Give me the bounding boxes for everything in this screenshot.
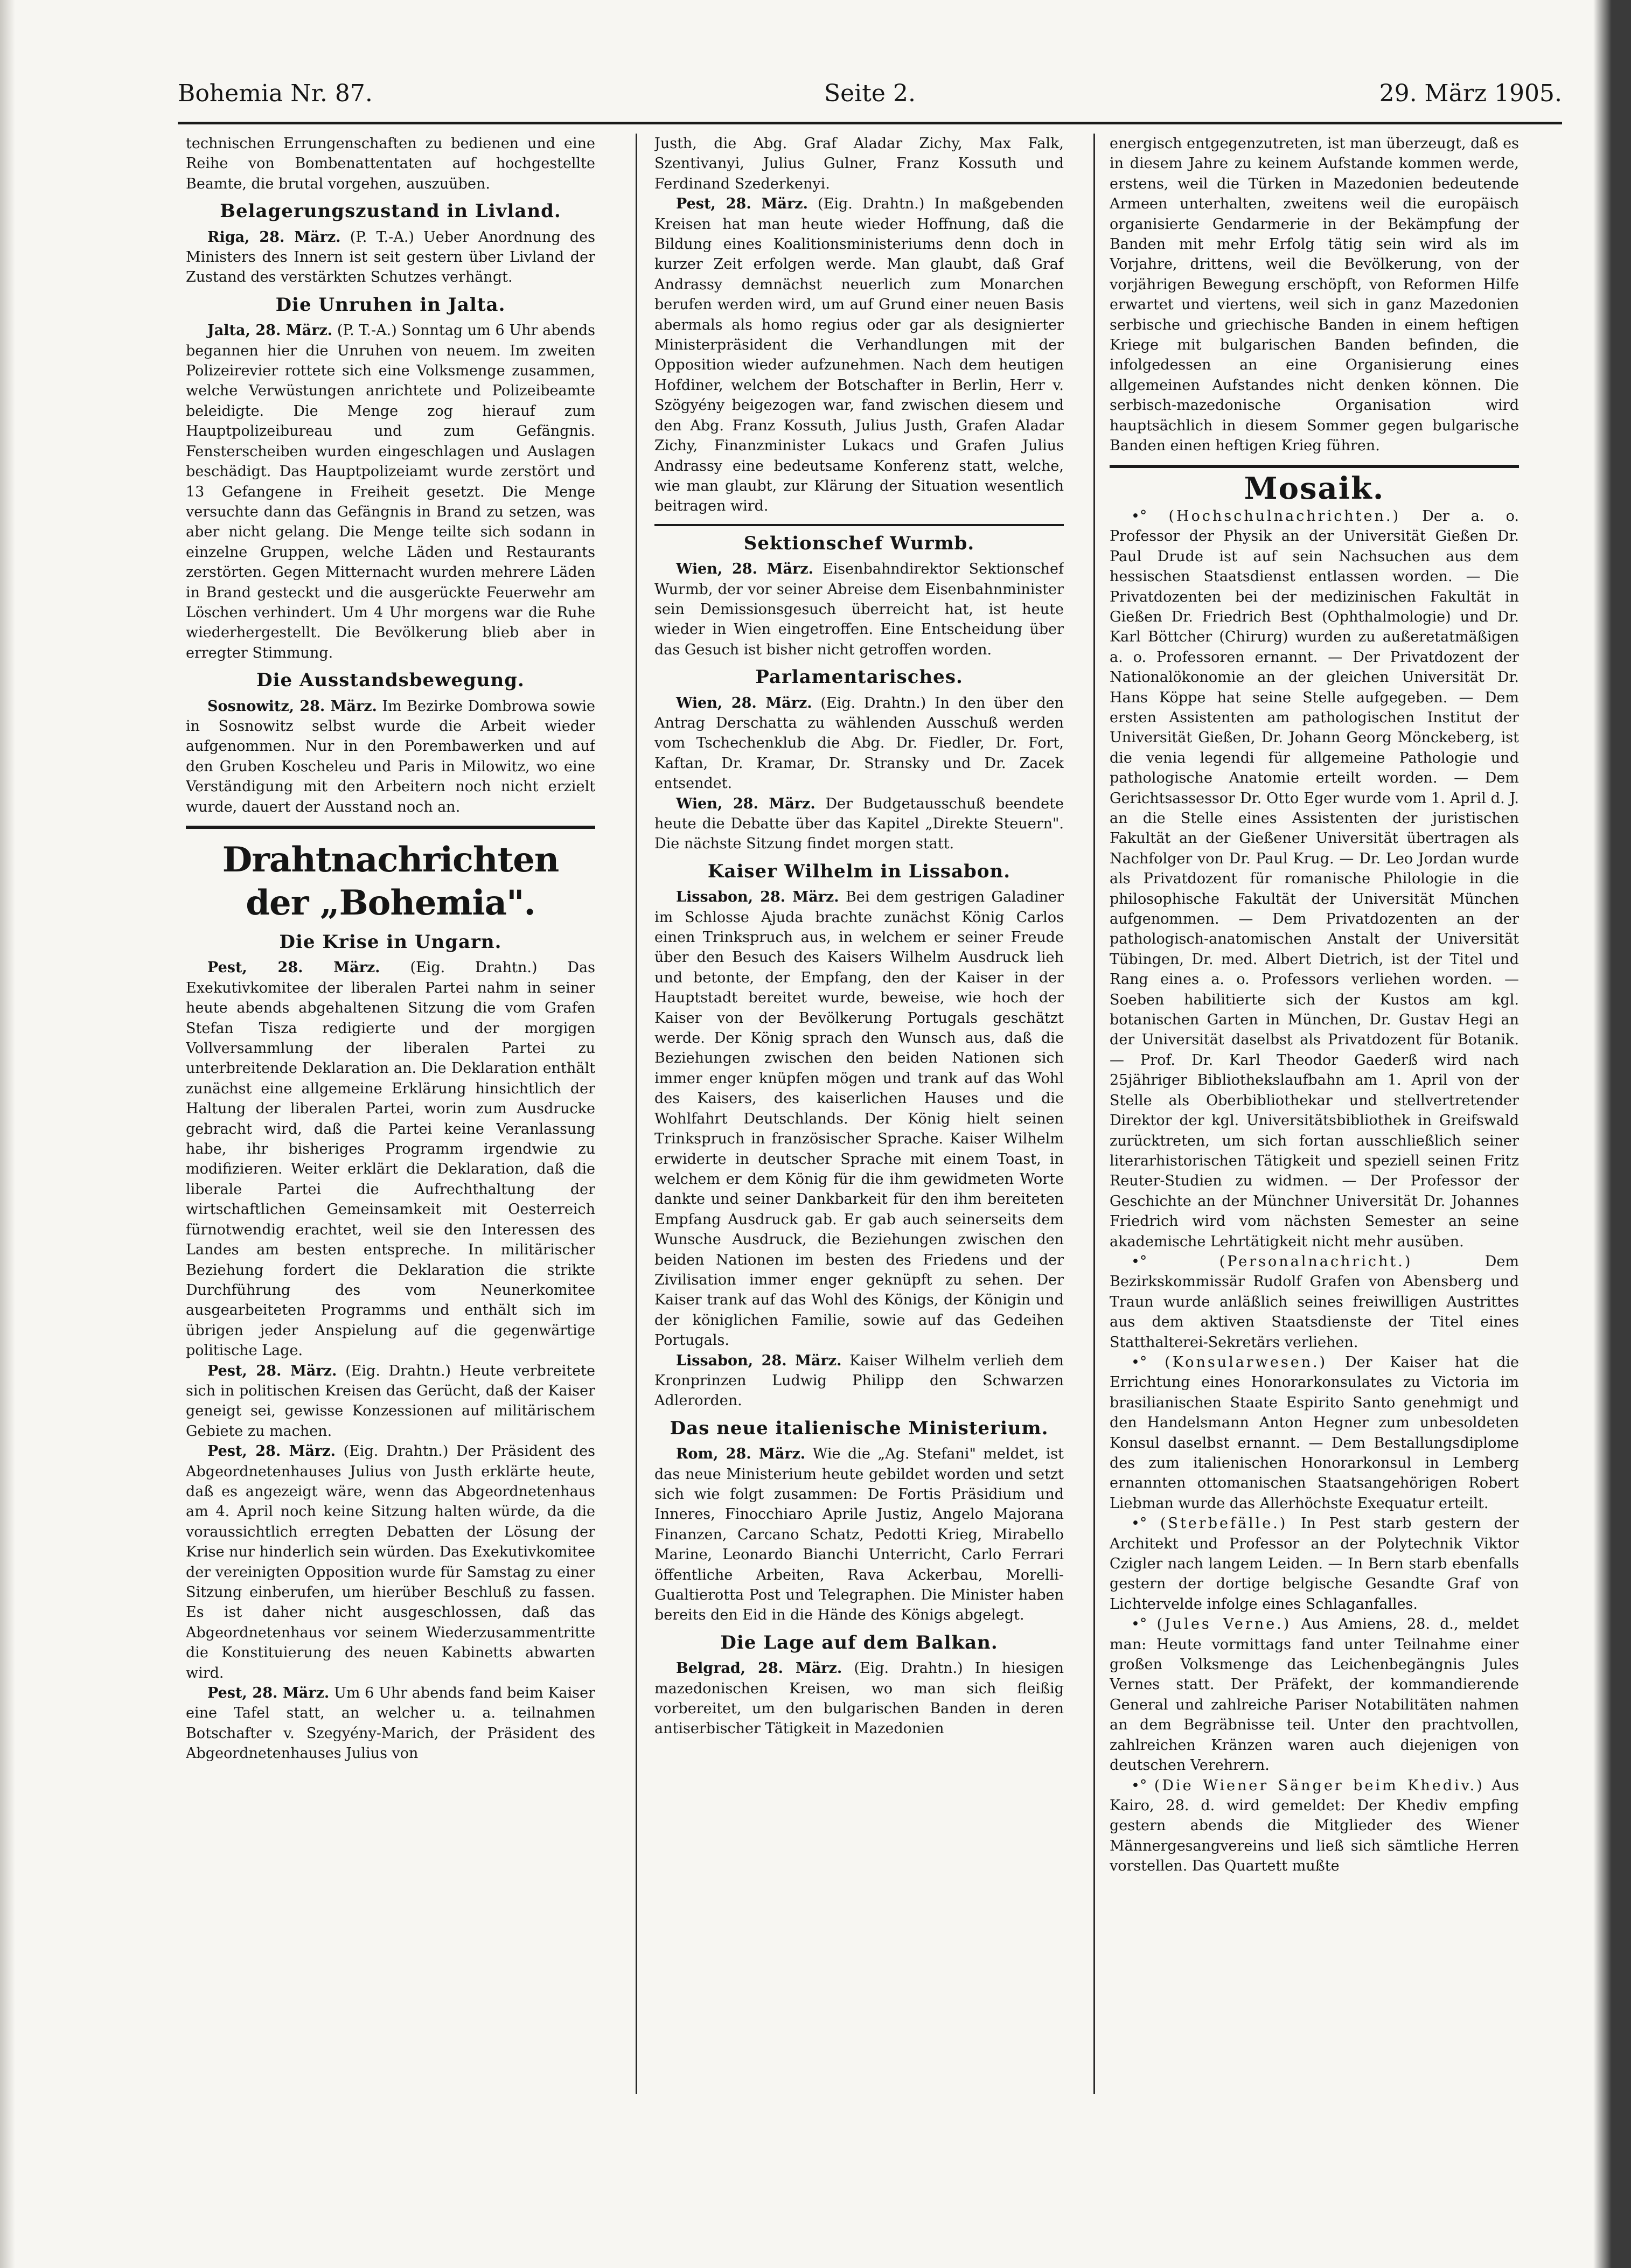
- paragraph-head: (Die Wiener Sänger beim Khediv.): [1154, 1777, 1484, 1794]
- header-date: 29. März 1905.: [1379, 80, 1562, 107]
- article-paragraph: [654, 794, 1064, 854]
- section-title-parlamentarisches: Parlamentarisches.: [755, 666, 963, 688]
- article-text: Dem Bezirkskommissär Rudolf Grafen von Abensberg und Traun wurde anläßlich seines freiwilligen Austrittes aus dem aktiven Staatsdienste der Titel eines Statthalterei-Sekretärs verliehen.: [1110, 1253, 1519, 1351]
- article-paragraph: [654, 1444, 1064, 1625]
- paragraph-head: (Hochschulnachrichten.): [1168, 507, 1401, 525]
- section-title-livland: Belagerungszustand in Livland.: [220, 200, 561, 222]
- article-text: Bei dem gestrigen Galadiner im Schlosse Ajuda brachte zunächst König Carlos einen Trinkspruch aus, in welchem er seiner Freude über den Besuch des Kaisers Wilhelm Ausdruck lieh und betonte, der Empfang, den der Kaiser in der Hauptstadt bereitet wurde, beweise, wie hoch der Kaiser von der Bevölkerung Portugals geschätzt werde. Der König sprach den Wunsch aus, daß die Beziehungen zwischen den beiden Nationen sich immer enger knüpfen mögen und trank auf das Wohl des Kaisers, des kaiserlichen Hauses und die Wohlfahrt Deutschlands. Der König hielt seinen Trinkspruch in französischer Sprache. Kaiser Wilhelm erwiderte in deutscher Sprache mit einem Toast, in welchem er dem König für die ihm gewidmeten Worte dankte und seiner Dankbarkeit für den ihm bereiteten Empfang Ausdruck gab. Er gab auch seinerseits dem Wunsche Ausdruck, die Beziehungen zwischen den beiden Nationen im besten des Friedens und der Zivilisation immer enger geknüpft zu sehen. Der Kaiser trank auf das Wohl des Königs, der Königin und der königlichen Familie, sowie auf das Gedeihen Portugals.: [654, 889, 1064, 1349]
- section-divider: [654, 524, 1064, 526]
- dateline: Jalta, 28. März.: [207, 322, 333, 339]
- scan-edge-left: [0, 0, 15, 2268]
- article-paragraph: [654, 693, 1064, 794]
- dateline: Pest, 28. März.: [676, 196, 808, 213]
- section-title-jalta: Die Unruhen in Jalta.: [275, 294, 506, 316]
- article-text: Der a. o. Professor der Physik an der Universität Gießen Dr. Paul Drude ist auf sein Nachsuchen aus dem hessischen Staatsdienst entlassen worden. — Die Privatdozenten bei der medizinischen Fakultät in Gießen Dr. Friedrich Best (Ophthalmologie) und Dr. Karl Böttcher (Chirurg) wurden zu außeretatmäßigen a. o. Professoren ernannt. — Der Privatdozent der Nationalökonomie an der gleichen Universität Dr. Hans Köppe hat seine Stelle aufgegeben. — Dem ersten Assistenten am pathologischen Institut der Universität Gießen, Dr. Johann Georg Mönckeberg, ist die venia legendi für allgemeine Pathologie und pathologische Anatomie erteilt worden. — Dem Gerichtsassessor Dr. Otto Eger wurde vom 1. April d. J. an die Stelle eines Assistenten der juristischen Fakultät an der Gießener Universität übertragen als Nachfolger von Dr. Paul Krug. — Dr. Leo Jordan wurde als Privatdozent für romanische Philologie in die philosophische Fakultät der Universität München aufgenommen. — Dem Privatdozenten an der pathologisch-anatomischen Anstalt der Universität Tübingen, Dr. med. Albert Dietrich, ist der Titel und Rang eines a. o. Professors verliehen worden. — Soeben habilitierte sich der Kustos am kgl. botanischen Garten in München, Dr. Gustav Hegi an der Universität daselbst als Privatdozent für Botanik. — Prof. Dr. Karl Theodor Gaederß wird nach 25jähriger Bibliothekslaufbahn am 1. April von der Stelle als Oberbibliothekar und stellvertretender Direktor der kgl. Universitätsbibliothek in Greifswald zurücktreten, um sich fortan ausschließlich seiner literarhistorischen Tätigkeit und speziell seinen Fritz Reuter-Studien zu widmen. — Der Professor der Geschichte an der Münchner Universität Dr. Johannes Friedrich wird vom nächsten Semester an seine akademische Lehrtätigkeit nicht mehr ausüben.: [1110, 507, 1519, 1250]
- article-text: Aus Amiens, 28. d., meldet man: Heute vormittags fand unter Teilnahme einer großen Volksmenge das Leichenbegängnis Jules Vernes statt. Der Präfekt, der kommandierende General und zahlreiche Pariser Notabilitäten nahmen an dem Begräbnisse teil. Unter den prachtvollen, zahlreichen Kränzen waren auch diejenigen von deutschen Verehrern.: [1110, 1616, 1519, 1774]
- article-text: Im Bezirke Dombrowa sowie in Sosnowitz selbst wurde die Arbeit wieder aufgenommen. Nur in den Porembawerken und auf den Gruben Koscheleu und Paris in Milowitz, wo eine Verständigung mit den Arbeitern noch nicht erzielt wurde, dauert der Ausstand noch an.: [186, 697, 595, 815]
- column-1: [186, 134, 595, 2099]
- article-text: (P. T.-A.) Ueber Anordnung des Ministers des Innern ist seit gestern über Livland der Zustand des verstärkten Schutzes verhängt.: [186, 228, 595, 286]
- article-text: In Pest starb gestern der Architekt und Professor an der Polytechnik Viktor Czigler nach langem Leiden. — In Bern starb ebenfalls gestern der dortige belgische Gesandte Graf von Lichtervelde infolge eines Schlaganfalles.: [1110, 1515, 1519, 1613]
- paragraph-head: (Jules Verne.): [1156, 1616, 1292, 1633]
- dateline: Wien, 28. März.: [676, 694, 812, 711]
- article-paragraph: •° (Jules Verne.) Aus Amiens, 28. d., meldet man: Heute vormittags fand unter Teilnahme einer großen Volksmenge das Leichenbegängnis Jules Vernes statt. Der Präfekt, der kommandierende General und zahlreiche Pariser Notabilitäten nahmen an dem Begräbnisse teil. Unter den prachtvollen, zahlreichen Kränzen waren auch diejenigen von deutschen Verehrern.: [1110, 1616, 1519, 1774]
- dateline: Lissabon, 28. März.: [676, 889, 839, 906]
- article-text: Um 6 Uhr abends fand beim Kaiser eine Tafel statt, an welcher u. a. teilnahmen Botschafter v. Szegyény-Marich, der Präsident des Abgeordnetenhauses Julius von: [186, 1685, 595, 1762]
- article-text: Der Kaiser hat die Errichtung eines Honorarkonsulates zu Victoria im brasilianischen Staate Espirito Santo genehmigt und den Handelsmann Anton Hegner zum unbesoldeten Konsul daselbst ernannt. — Dem Bestallungsdiplome des zum italienischen Honorarkonsul in Lemberg ernannten ottomanischen Staatsangehörigen Robert Liebman wurde das Allerhöchste Exequatur erteilt.: [1110, 1353, 1519, 1512]
- dateline: Pest, 28. März.: [207, 1362, 337, 1379]
- article-continuation: Justh, die Abg. Graf Aladar Zichy, Max Falk, Szentivanyi, Julius Gulner, Franz Kossuth und Ferdinand Szederkenyi.: [654, 135, 1064, 192]
- article-continuation: technischen Errungenschaften zu bedienen und eine Reihe von Bombenattentaten auf hochgestellte Beamte, die brutal vorgehen, auszuüben.: [186, 135, 595, 192]
- article-text: (Eig. Drahtn.) Der Präsident des Abgeordnetenhauses Julius von Justh erklärte heute, daß es angezeigt wäre, wenn das Abgeordnetenhaus am 4. April noch keine Sitzung halten würde, da die voraussichtlich erregten Debatten der Lösung der Krise nur hinderlich sein würden. Das Exekutivkomitee der vereinigten Opposition wurde für Samstag zu einer Sitzung einberufen, um hierüber Beschluß zu fassen. Es ist daher nicht ausgeschlossen, daß das Abgeordnetenhaus vor seinem Wiederzusammentritte die Konstituierung des neuen Kabinetts abwarten wird.: [186, 1443, 595, 1681]
- article-paragraph: [186, 227, 595, 288]
- dateline: Sosnowitz, 28. März.: [207, 697, 377, 715]
- wire-news-heading: Drahtnachrichten der „Bohemia".: [222, 840, 559, 923]
- article-paragraph: [654, 559, 1064, 660]
- section-title-ausstand: Die Ausstandsbewegung.: [256, 669, 525, 692]
- article-paragraph: [654, 887, 1064, 1350]
- section-title-italien: Das neue italienische Ministerium.: [670, 1417, 1049, 1439]
- column-rule-2: [1093, 134, 1095, 2094]
- paragraph-head: (Sterbefälle.): [1160, 1515, 1288, 1532]
- article-paragraph: •° (Die Wiener Sänger beim Khediv.) Aus Kairo, 28. d. wird gemeldet: Der Khediv empfing gestern abends die Mitglieder des Wiener Männergesangvereins und ließ sich sämtliche Herren vorstellen. Das Quartett mußte: [1110, 1777, 1519, 1875]
- column-rule-1: [636, 134, 637, 2094]
- dateline: Wien, 28. März.: [676, 795, 816, 812]
- article-paragraph: •° (Personalnachricht.) Dem Bezirkskommissär Rudolf Grafen von Abensberg und Traun wurde anläßlich seines freiwilligen Austrittes aus dem aktiven Staatsdienste der Titel eines Statthalterei-Sekretärs verliehen.: [1110, 1253, 1519, 1351]
- header-page-number: Seite 2.: [824, 80, 916, 107]
- page-header: [178, 80, 1562, 117]
- column-3: [1110, 134, 1519, 2099]
- article-paragraph: •° (Sterbefälle.) In Pest starb gestern der Architekt und Professor an der Polytechnik Viktor Czigler nach langem Leiden. — In Bern starb ebenfalls gestern der dortige belgische Gesandte Graf von Lichtervelde infolge eines Schlaganfalles.: [1110, 1515, 1519, 1613]
- article-continuation: energisch entgegenzutreten, ist man überzeugt, daß es in diesem Jahre zu keinem Aufstande kommen werde, erstens, weil die Türken in Mazedonien bedeutende Armeen unterhalten, zweitens weil die europäisch organisierte Gendarmerie in der Bekämpfung der Banden mit mehr Erfolg tätig sein wird als im Vorjahre, drittens, weil die Bevölkerung, von der vorjährigen Bewegung erschöpft, von Reformen Hilfe erwartet und viertens, weil sich in ganz Mazedonien serbische und griechische Banden in einem heftigen Kriege mit bulgarischen Banden befinden, die infolgedessen an eine Organisierung eines allgemeinen Aufstandes nicht denken können. Die serbisch-mazedonische Organisation wird hauptsächlich in diesem Sommer gegen bulgarische Banden einen heftigen Krieg führen.: [1110, 135, 1519, 455]
- dateline: Rom, 28. März.: [676, 1446, 806, 1463]
- dateline: Belgrad, 28. März.: [676, 1660, 842, 1677]
- header-rule: [178, 122, 1562, 124]
- article-text: Der Budgetausschuß beendete heute die Debatte über das Kapitel „Direkte Steuern". Die nächste Sitzung findet morgen statt.: [654, 795, 1064, 853]
- dateline: Riga, 28. März.: [207, 228, 341, 246]
- section-title-wurmb: Sektionschef Wurmb.: [743, 532, 975, 554]
- article-text: (Eig. Drahtn.) In maßgebenden Kreisen hat man heute wieder Hoffnung, daß die Bildung eines Koalitionsministeriums denn doch in kurzer Zeit erfolgen werde. Man glaubt, daß Graf Andrassy demnächst neuerlich zum Monarchen berufen werden wird, um auf Grund einer neuen Basis abermals als homo regius oder gar als designierter Ministerpräsident die Verhandlungen mit der Opposition wieder aufzunehmen. Nach dem heutigen Hofdiner, welchem der Botschafter in Berlin, Herr v. Szögyény beigezogen war, fand zwischen diesem und den Abg. Franz Kossuth, Julius Justh, Grafen Aladar Zichy, Finanzminister Lukacs und Grafen Julius Andrassy eine bedeutsame Konferenz statt, welche, wie man glaubt, zur Klärung der Situation wesentlich beitragen wird.: [654, 196, 1064, 515]
- article-text: Kaiser Wilhelm verlieh dem Kronprinzen Ludwig Philipp den Schwarzen Adlerorden.: [654, 1352, 1064, 1409]
- dateline: Pest, 28. März.: [207, 959, 380, 976]
- article-paragraph: [654, 194, 1064, 517]
- article-paragraph: •° (Konsularwesen.) Der Kaiser hat die Errichtung eines Honorarkonsulates zu Victoria im brasilianischen Staate Espirito Santo genehmigt und den Handelsmann Anton Hegner zum unbesoldeten Konsul daselbst ernannt. — Dem Bestallungsdiplome des zum italienischen Honorarkonsul in Lemberg ernannten ottomanischen Staatsangehörigen Robert Liebman wurde das Allerhöchste Exequatur erteilt.: [1110, 1353, 1519, 1512]
- section-title-lissabon: Kaiser Wilhelm in Lissabon.: [707, 860, 1011, 882]
- dateline: Wien, 28. März.: [676, 561, 814, 578]
- section-title-ungarn: Die Krise in Ungarn.: [279, 931, 502, 953]
- article-text: Wie die „Ag. Stefani" meldet, ist das neue Ministerium heute gebildet worden und setzt sich wie folgt zusammen: De Fortis Präsidium und Inneres, Finocchiaro Aprile Justiz, Angelo Majorana Finanzen, Carcano Schatz, Pedotti Krieg, Mirabello Marine, Leonardo Bianchi Unterricht, Carlo Ferrari öffentliche Arbeiten, Rava Ackerbau, Morelli-Gualtierotta Post und Telegraphen. Die Minister haben bereits den Eid in die Hände des Königs abgelegt.: [654, 1446, 1064, 1624]
- article-text: Aus Kairo, 28. d. wird gemeldet: Der Khediv empfing gestern abends die Mitglieder des Wiener Männergesangvereins und ließ sich sämtliche Herren vorstellen. Das Quartett mußte: [1110, 1777, 1519, 1875]
- article-text: (Eig. Drahtn.) Das Exekutivkomitee der liberalen Partei nahm in seiner heute abends abgehaltenen Sitzung die vom Grafen Stefan Tisza redigierte und der morgigen Vollversammlung der liberalen Partei zu unterbreitende Deklaration an. Die Deklaration enthält zunächst eine allgemeine Erklärung hinsichtlich der Haltung der liberalen Partei, worin zum Ausdrucke gebracht wird, daß die Partei keine Veranlassung habe, ihr bisheriges Programm irgendwie zu modifizieren. Weiter erklärt die Deklaration, daß die liberale Partei die Aufrechthaltung der wirtschaftlichen Gemeinsamkeit mit Oesterreich fürnotwendig erachtet, weil sie den Interessen des Landes am besten entspreche. In militärischer Beziehung fordert die Deklaration die strikte Durchführung des vom Neunerkomitee ausgearbeiteten Programms und enthält sich im übrigen jeder Anspielung auf die gegenwärtige politische Lage.: [186, 959, 595, 1359]
- article-text: (Eig. Drahtn.) Heute verbreitete sich in politischen Kreisen das Gerücht, daß der Kaiser geneigt sei, gewisse Konzessionen auf militärischem Gebiete zu machen.: [186, 1362, 595, 1440]
- article-text: Eisenbahndirektor Sektionschef Wurmb, der vor seiner Abreise dem Eisenbahnminister sein Demissionsgesuch überreicht hat, ist heute wieder in Wien eingetroffen. Eine Entscheidung über das Gesuch ist bisher nicht getroffen worden.: [654, 561, 1064, 658]
- article-paragraph: •° (Hochschulnachrichten.) Der a. o. Professor der Physik an der Universität Gießen Dr. Paul Drude ist auf sein Nachsuchen aus dem hessischen Staatsdienst entlassen worden. — Die Privatdozenten bei der medizinischen Fakultät in Gießen Dr. Friedrich Best (Ophthalmologie) und Dr. Karl Böttcher (Chirurg) wurden zu außeretatmäßigen a. o. Professoren ernannt. — Der Privatdozent der Nationalökonomie an der gleichen Universität Dr. Hans Köppe hat seine Stelle aufgegeben. — Dem ersten Assistenten am pathologischen Institut der Universität Gießen, Dr. Johann Georg Mönckeberg, ist die venia legendi für allgemeine Pathologie und pathologische Anatomie erteilt worden. — Dem Gerichtsassessor Dr. Otto Eger wurde vom 1. April d. J. an die Stelle eines Assistenten der juristischen Fakultät an der Gießener Universität übertragen als Nachfolger von Dr. Paul Krug. — Dr. Leo Jordan wurde als Privatdozent für romanische Philologie in die philosophische Fakultät der Universität München aufgenommen. — Dem Privatdozenten an der pathologisch-anatomischen Anstalt der Universität Tübingen, Dr. med. Albert Dietrich, ist der Titel und Rang eines a. o. Professors verliehen worden. — Soeben habilitierte sich der Kustos am kgl. botanischen Garten in München, Dr. Gustav Hegi an der Universität daselbst als Privatdozent für Botanik. — Prof. Dr. Karl Theodor Gaederß wird nach 25jähriger Bibliothekslaufbahn am 1. April von der Stelle als Oberbibliothekar und stellvertretender Direktor der kgl. Universitätsbibliothek in Greifswald zurücktreten, um sich fortan ausschließlich seiner literarhistorischen Tätigkeit und speziell seinen Fritz Reuter-Studien zu widmen. — Der Professor der Geschichte an der Münchner Universität Dr. Johannes Friedrich wird vom nächsten Semester an seine akademische Lehrtätigkeit nicht mehr ausüben.: [1110, 507, 1519, 1250]
- article-paragraph: [186, 1441, 595, 1683]
- mosaik-heading: Mosaik.: [1244, 470, 1385, 506]
- paragraph-head: (Konsularwesen.): [1165, 1353, 1328, 1371]
- section-divider: [1110, 465, 1519, 468]
- article-paragraph: [654, 1658, 1064, 1739]
- section-title-balkan: Die Lage auf dem Balkan.: [720, 1631, 998, 1653]
- dateline: Pest, 28. März.: [207, 1685, 330, 1702]
- header-publication: Bohemia Nr. 87.: [178, 80, 373, 107]
- article-text: (Eig. Drahtn.) In den über den Antrag Derschatta zu wählenden Ausschuß werden vom Tschechenklub die Abg. Dr. Fiedler, Dr. Fort, Kaftan, Dr. Kramar, Dr. Stransky und Dr. Zacek entsendet.: [654, 694, 1064, 792]
- dateline: Lissabon, 28. März.: [676, 1352, 842, 1369]
- dateline: Pest, 28. März.: [207, 1443, 336, 1460]
- article-paragraph: [186, 1683, 595, 1764]
- column-2: [654, 134, 1064, 2099]
- article-paragraph: [186, 320, 595, 663]
- article-paragraph: [186, 1361, 595, 1442]
- scan-edge-right: [1593, 0, 1631, 2268]
- article-text: (P. T.-A.) Sonntag um 6 Uhr abends begannen hier die Unruhen von neuem. Im zweiten Polizeirevier rottete sich eine Volksmenge zusammen, welche Verwüstungen anrichtete und Polizeibeamte beleidigte. Die Menge zog hierauf zum Hauptpolizeibureau und zum Gefängnis. Fensterscheiben wurden eingeschlagen und Auslagen beschädigt. Das Hauptpolizeiamt wurde zerstört und 13 Gefangene in Freiheit gesetzt. Die Menge versuchte dann das Gefängnis in Brand zu setzen, was aber nicht gelang. Die Menge teilte sich sodann in einzelne Gruppen, welche Läden und Restaurants zerstörten. Gegen Mitternacht wurden mehrere Läden in Brand gesteckt und die ausgerückte Feuerwehr am Löschen verhindert. Um 4 Uhr morgens war die Ruhe wiederhergestellt. Die Bevölkerung blieb aber in erregter Stimmung.: [186, 322, 595, 661]
- section-divider: [186, 826, 595, 829]
- article-paragraph: [186, 696, 595, 817]
- article-paragraph: [186, 958, 595, 1360]
- paragraph-head: (Personalnachricht.): [1219, 1253, 1413, 1270]
- article-paragraph: [654, 1351, 1064, 1411]
- article-text: (Eig. Drahtn.) In hiesigen mazedonischen Kreisen, wo man sich fleißig vorbereitet, um den bulgarischen Banden in deren antiserbischer Tätigkeit in Mazedonien: [654, 1660, 1064, 1737]
